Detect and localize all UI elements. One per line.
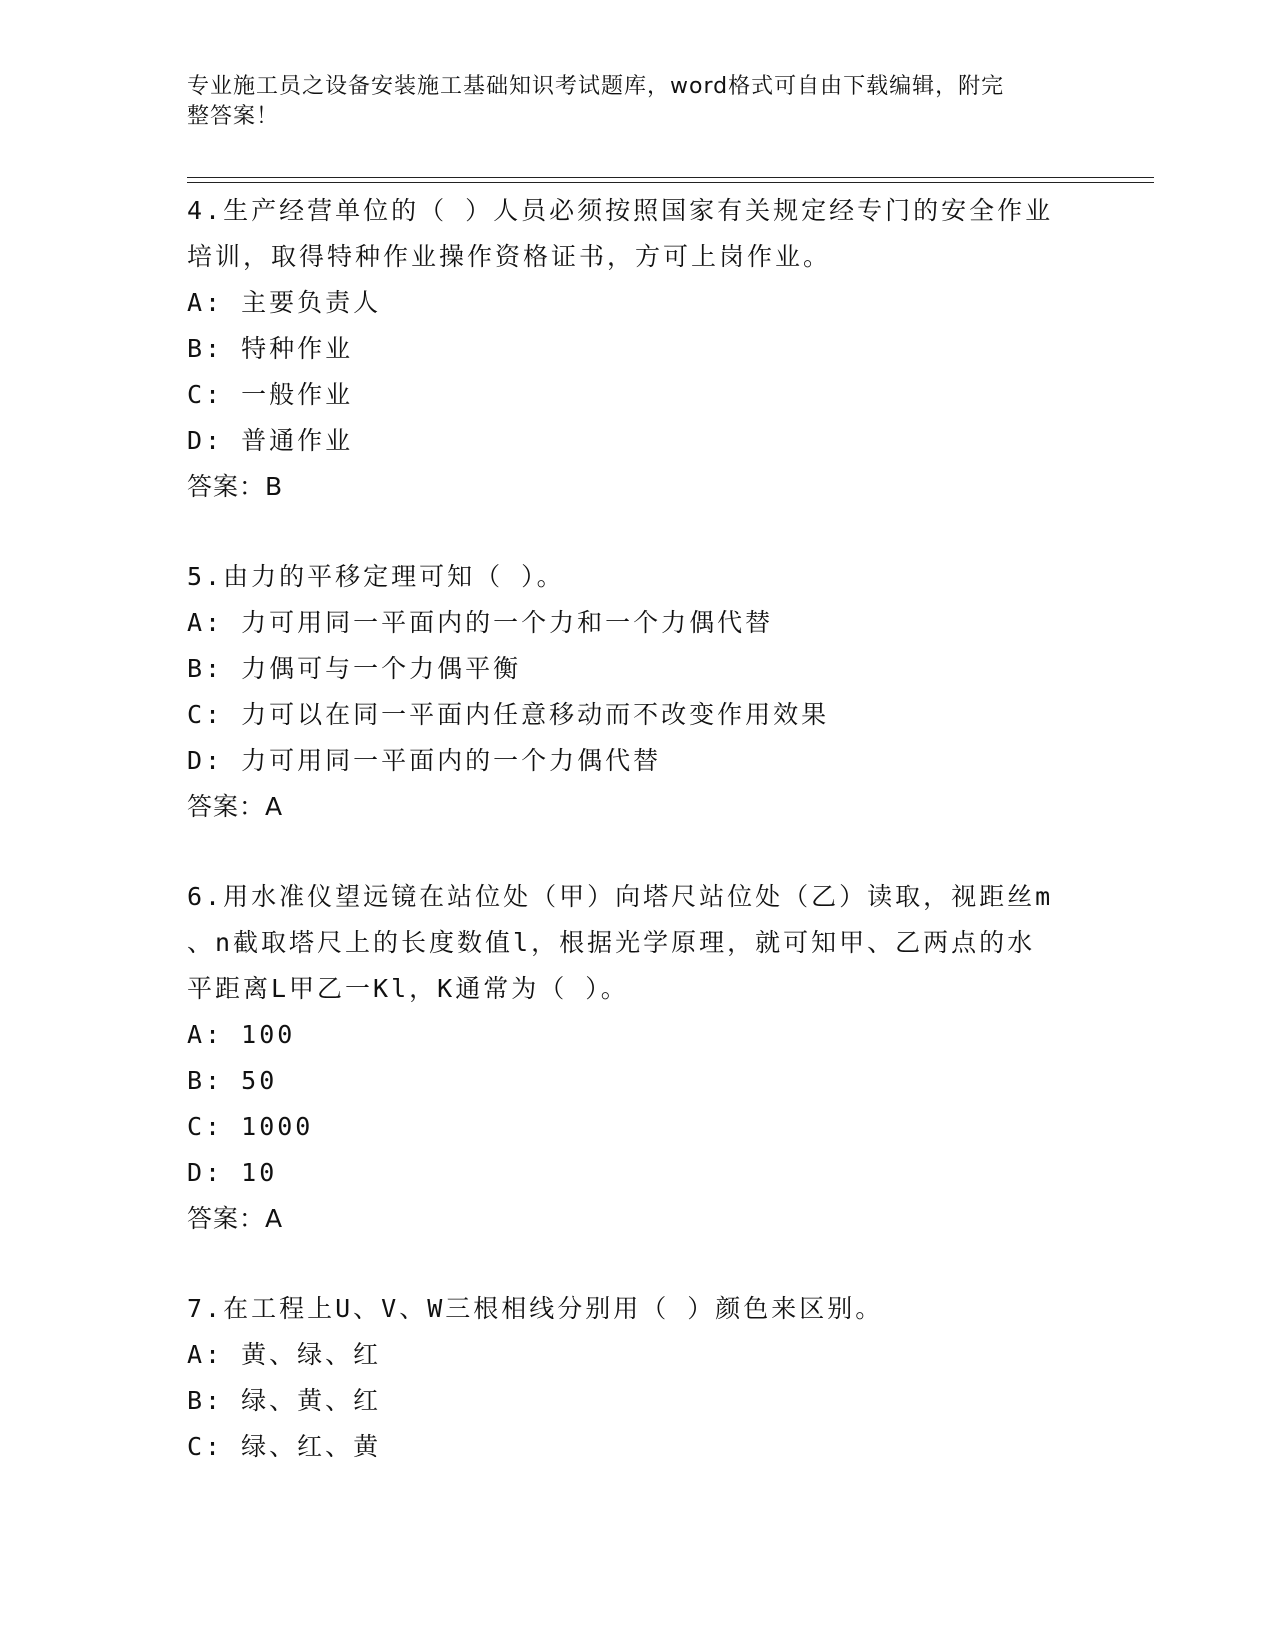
document-header xyxy=(187,72,1067,132)
option-c: C: 力可以在同一平面内任意移动而不改变作用效果 xyxy=(187,700,830,729)
question-7 xyxy=(187,1286,1087,1470)
option-c: C: 绿、红、黄 xyxy=(187,1432,382,1461)
option-a: A: 100 xyxy=(187,1020,296,1049)
header-divider-bottom xyxy=(187,182,1154,183)
question-stem-line: 4.生产经营单位的（ ）人员必须按照国家有关规定经专门的安全作业 xyxy=(187,196,1054,225)
option-b: B: 50 xyxy=(187,1066,278,1095)
question-stem-line: 平距离L甲乙一Kl，K通常为（ ）。 xyxy=(187,974,629,1003)
header-line-1: 专业施工员之设备安装施工基础知识考试题库，word格式可自由下载编辑，附完 xyxy=(187,74,1005,99)
option-b: B: 绿、黄、红 xyxy=(187,1386,382,1415)
option-b: B: 力偶可与一个力偶平衡 xyxy=(187,654,522,683)
answer-line: 答案：A xyxy=(187,792,284,821)
question-stem-line: 、n截取塔尺上的长度数值l，根据光学原理，就可知甲、乙两点的水 xyxy=(187,928,1036,957)
option-c: C: 一般作业 xyxy=(187,380,354,409)
option-d: D: 普通作业 xyxy=(187,426,354,455)
header-divider-top xyxy=(187,177,1154,178)
answer-line: 答案：A xyxy=(187,1204,284,1233)
question-5 xyxy=(187,554,1087,830)
question-stem-line: 5.由力的平移定理可知（ ）。 xyxy=(187,562,565,591)
option-a: A: 主要负责人 xyxy=(187,288,382,317)
question-6 xyxy=(187,874,1087,1242)
question-list xyxy=(187,188,1087,1470)
option-d: D: 力可用同一平面内的一个力偶代替 xyxy=(187,746,662,775)
answer-line: 答案：B xyxy=(187,472,284,501)
option-a: A: 黄、绿、红 xyxy=(187,1340,382,1369)
question-stem-line: 培训，取得特种作业操作资格证书，方可上岗作业。 xyxy=(187,242,832,271)
question-stem-line: 7.在工程上U、V、W三根相线分别用（ ）颜色来区别。 xyxy=(187,1294,884,1323)
question-4 xyxy=(187,188,1087,510)
header-line-2: 整答案！ xyxy=(187,104,280,129)
option-c: C: 1000 xyxy=(187,1112,314,1141)
option-b: B: 特种作业 xyxy=(187,334,354,363)
question-stem-line: 6.用水准仪望远镜在站位处（甲）向塔尺站位处（乙）读取，视距丝m xyxy=(187,882,1054,911)
option-d: D: 10 xyxy=(187,1158,278,1187)
option-a: A: 力可用同一平面内的一个力和一个力偶代替 xyxy=(187,608,774,637)
